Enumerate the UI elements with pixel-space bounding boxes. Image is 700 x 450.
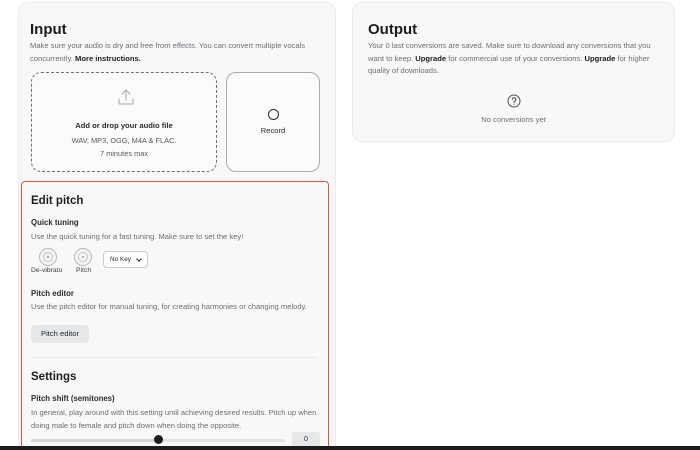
dropzone-limit: 7 minutes max xyxy=(99,149,149,158)
settings-title: Settings xyxy=(31,371,77,383)
divider xyxy=(31,357,316,358)
input-panel xyxy=(18,2,336,450)
pitch-shift-value[interactable]: 0 xyxy=(292,432,320,447)
output-panel xyxy=(352,2,675,142)
input-title: Input xyxy=(30,21,67,38)
pitch-shift-description: In general, play around with this setting until achieving desired results. Pitch up when doing male to female and pitch down when doing the opposite. xyxy=(31,408,317,430)
key-select-value: No Key xyxy=(110,256,131,263)
help-circle-icon xyxy=(507,94,521,108)
output-description-text-2: for commercial use of your conversions. xyxy=(446,53,585,63)
edit-pitch-section xyxy=(21,181,329,449)
pitch-editor-button[interactable]: Pitch editor xyxy=(31,325,89,343)
more-instructions-link[interactable]: More instructions. xyxy=(75,53,141,63)
upgrade-link-1[interactable]: Upgrade xyxy=(415,53,447,63)
slider-thumb[interactable] xyxy=(154,435,163,444)
de-vibrato-label: De-vibrato xyxy=(31,267,63,274)
edit-pitch-title: Edit pitch xyxy=(31,195,84,207)
input-description-text: Make sure your audio is dry and free from effects. You can convert multiple vocals concurrently. xyxy=(30,41,306,63)
key-select[interactable] xyxy=(103,251,148,268)
record-icon xyxy=(268,109,279,120)
pitch-shift-label: Pitch shift (semitones) xyxy=(31,394,115,403)
record-button[interactable] xyxy=(226,72,320,172)
dropzone-title: Add or drop your audio file xyxy=(75,121,173,130)
de-vibrato-knob[interactable] xyxy=(39,248,57,266)
knob-dot xyxy=(47,256,49,258)
output-description-text-3: for higher quality of downloads. xyxy=(368,53,650,75)
pitch-knob-label: Pitch xyxy=(76,267,92,274)
quick-tuning-description: Use the quick tuning for a fast tuning. Make sure to set the key! xyxy=(31,232,244,241)
bottom-edge-bar xyxy=(0,446,700,450)
audio-dropzone[interactable] xyxy=(31,72,217,172)
knob-dot xyxy=(82,256,84,258)
input-description xyxy=(30,40,320,65)
upload-icon xyxy=(116,87,136,107)
output-description-text-1: Your 0 last conversions are saved. Make sure to download any conversions that you want to keep. xyxy=(368,41,651,63)
no-conversions-text: No conversions yet xyxy=(481,115,546,124)
output-description xyxy=(368,40,664,78)
dropzone-formats: WAV, MP3, OGG, M4A & FLAC. xyxy=(71,136,177,145)
slider-fill xyxy=(31,439,158,442)
output-title: Output xyxy=(368,21,418,38)
pitch-knob[interactable] xyxy=(74,248,92,266)
record-label: Record xyxy=(260,126,286,135)
upgrade-link-2[interactable]: Upgrade xyxy=(584,53,616,63)
pitch-editor-description: Use the pitch editor for manual tuning, for creating harmonies or changing melody. xyxy=(31,302,307,311)
pitch-editor-label: Pitch editor xyxy=(31,289,74,298)
chevron-down-icon xyxy=(136,256,142,262)
quick-tuning-label: Quick tuning xyxy=(31,218,79,227)
